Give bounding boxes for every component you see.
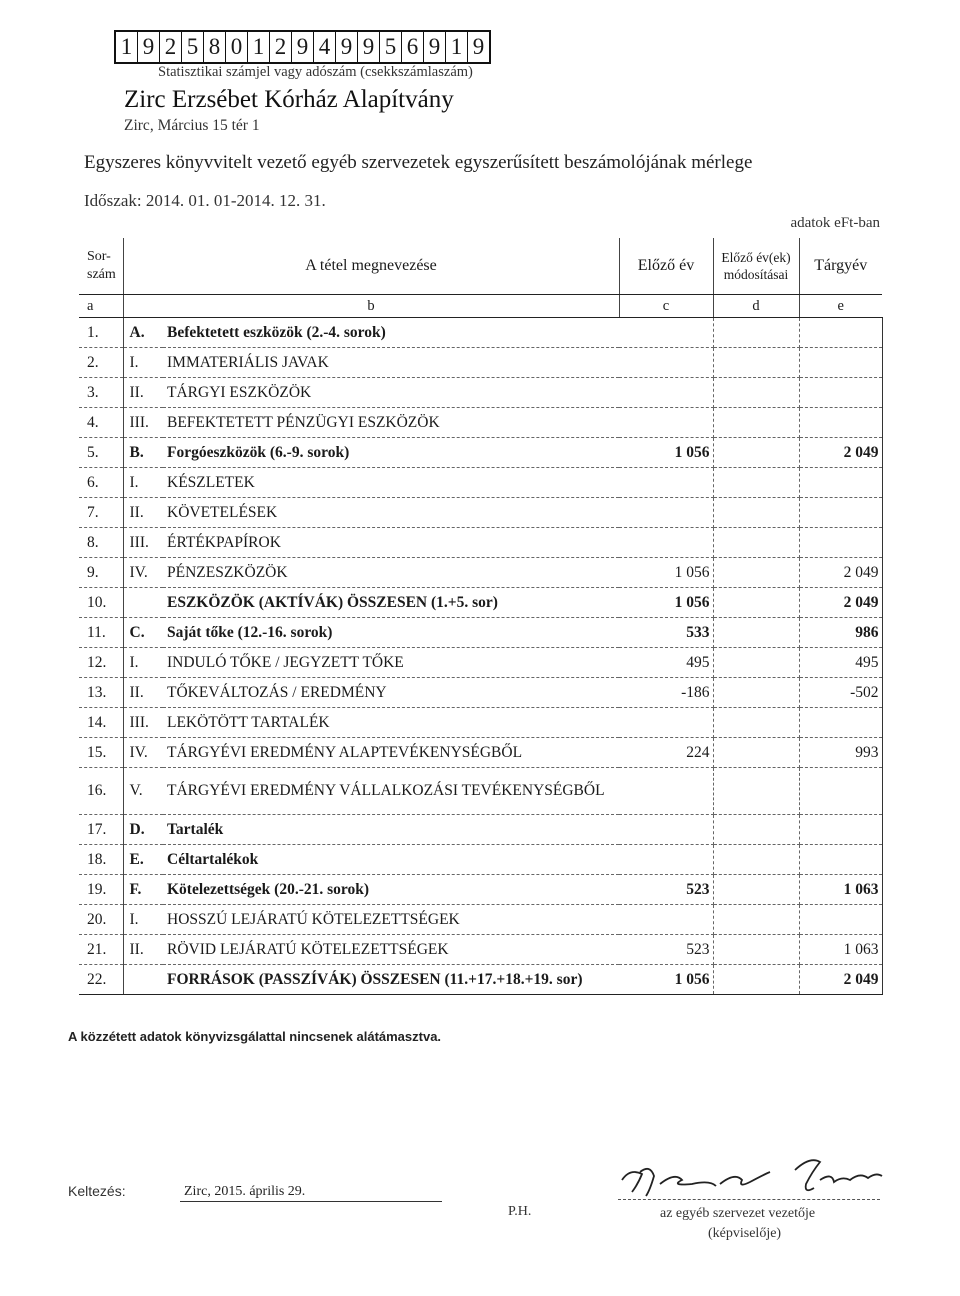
row-name: Kötelezettségek (20.-21. sorok) bbox=[163, 875, 619, 905]
letter-e: e bbox=[799, 295, 882, 318]
row-code: II. bbox=[123, 378, 163, 408]
row-prev-year bbox=[619, 708, 713, 738]
table-row bbox=[79, 498, 882, 528]
row-current-year: 1 063 bbox=[799, 935, 882, 965]
row-number: 13. bbox=[79, 678, 123, 708]
table-row bbox=[79, 678, 882, 708]
table-row bbox=[79, 708, 882, 738]
tax-digit: 9 bbox=[292, 32, 314, 62]
row-current-year bbox=[799, 528, 882, 558]
row-prev-mod bbox=[713, 935, 799, 965]
row-prev-mod bbox=[713, 678, 799, 708]
row-number: 19. bbox=[79, 875, 123, 905]
tax-digit: 1 bbox=[116, 32, 138, 62]
row-prev-mod bbox=[713, 318, 799, 348]
letter-a: a bbox=[79, 295, 123, 318]
row-current-year bbox=[799, 845, 882, 875]
row-number: 14. bbox=[79, 708, 123, 738]
table-row bbox=[79, 468, 882, 498]
period: Időszak: 2014. 01. 01-2014. 12. 31. bbox=[84, 191, 326, 210]
row-name: TŐKEVÁLTOZÁS / EREDMÉNY bbox=[163, 678, 619, 708]
date-underline bbox=[180, 1201, 442, 1202]
row-name: TÁRGYÉVI EREDMÉNY ALAPTEVÉKENYSÉGBŐL bbox=[163, 738, 619, 768]
row-name: Befektetett eszközök (2.-4. sorok) bbox=[163, 318, 619, 348]
handwritten-signature bbox=[620, 1150, 890, 1202]
row-prev-year bbox=[619, 905, 713, 935]
row-prev-year: 224 bbox=[619, 738, 713, 768]
row-current-year bbox=[799, 708, 882, 738]
row-prev-year: -186 bbox=[619, 678, 713, 708]
row-number: 16. bbox=[79, 768, 123, 815]
row-prev-mod bbox=[713, 965, 799, 995]
table-row bbox=[79, 875, 882, 905]
row-number: 17. bbox=[79, 815, 123, 845]
row-name: IMMATERIÁLIS JAVAK bbox=[163, 348, 619, 378]
row-prev-year: 495 bbox=[619, 648, 713, 678]
row-prev-year: 1 056 bbox=[619, 588, 713, 618]
row-code: B. bbox=[123, 438, 163, 468]
header-row-no: Sor-szám bbox=[79, 238, 123, 295]
row-current-year: 2 049 bbox=[799, 965, 882, 995]
row-prev-mod bbox=[713, 845, 799, 875]
row-current-year bbox=[799, 318, 882, 348]
table-row bbox=[79, 588, 882, 618]
row-number: 12. bbox=[79, 648, 123, 678]
row-name: RÖVID LEJÁRATÚ KÖTELEZETTSÉGEK bbox=[163, 935, 619, 965]
row-number: 22. bbox=[79, 965, 123, 995]
row-code: D. bbox=[123, 815, 163, 845]
row-prev-mod bbox=[713, 875, 799, 905]
tax-digit: 9 bbox=[358, 32, 380, 62]
row-prev-year bbox=[619, 498, 713, 528]
row-code: I. bbox=[123, 348, 163, 378]
row-name: Céltartalékok bbox=[163, 845, 619, 875]
tax-digit: 9 bbox=[138, 32, 160, 62]
signature-line bbox=[618, 1199, 880, 1200]
row-number: 5. bbox=[79, 438, 123, 468]
row-code: II. bbox=[123, 498, 163, 528]
row-prev-year bbox=[619, 408, 713, 438]
row-number: 18. bbox=[79, 845, 123, 875]
row-name: HOSSZÚ LEJÁRATÚ KÖTELEZETTSÉGEK bbox=[163, 905, 619, 935]
table-letter-row bbox=[79, 295, 882, 318]
audit-footnote: A közzétett adatok könyvizsgálattal nincsenek alátámasztva. bbox=[68, 1029, 442, 1044]
row-code: IV. bbox=[123, 738, 163, 768]
tax-digit: 2 bbox=[270, 32, 292, 62]
row-current-year bbox=[799, 905, 882, 935]
row-prev-mod bbox=[713, 648, 799, 678]
row-code: I. bbox=[123, 905, 163, 935]
row-prev-mod bbox=[713, 438, 799, 468]
row-code: E. bbox=[123, 845, 163, 875]
stamp-label: P.H. bbox=[508, 1204, 532, 1219]
row-prev-year bbox=[619, 528, 713, 558]
row-name: ESZKÖZÖK (AKTÍVÁK) ÖSSZESEN (1.+5. sor) bbox=[163, 588, 619, 618]
tax-digit: 1 bbox=[248, 32, 270, 62]
row-code: C. bbox=[123, 618, 163, 648]
tax-number-boxes bbox=[114, 30, 491, 64]
row-current-year: 986 bbox=[799, 618, 882, 648]
row-prev-mod bbox=[713, 498, 799, 528]
row-number: 3. bbox=[79, 378, 123, 408]
organization-name: Zirc Erzsébet Kórház Alapítvány bbox=[124, 86, 454, 113]
row-prev-year bbox=[619, 468, 713, 498]
row-current-year: 993 bbox=[799, 738, 882, 768]
table-row bbox=[79, 528, 882, 558]
date-label: Keltezés: bbox=[68, 1183, 126, 1199]
row-code: III. bbox=[123, 408, 163, 438]
row-name: Forgóeszközök (6.-9. sorok) bbox=[163, 438, 619, 468]
row-code: I. bbox=[123, 468, 163, 498]
row-number: 1. bbox=[79, 318, 123, 348]
header-prev-modifications: Előző év(ek) módosításai bbox=[713, 238, 799, 295]
row-current-year bbox=[799, 468, 882, 498]
row-current-year: 2 049 bbox=[799, 438, 882, 468]
row-code: II. bbox=[123, 935, 163, 965]
tax-number-caption: Statisztikai számjel vagy adószám (csekkszámlaszám) bbox=[158, 64, 473, 80]
table-row bbox=[79, 348, 882, 378]
row-current-year: 495 bbox=[799, 648, 882, 678]
table-row bbox=[79, 935, 882, 965]
row-number: 6. bbox=[79, 468, 123, 498]
row-prev-year bbox=[619, 348, 713, 378]
row-name: FORRÁSOK (PASSZÍVÁK) ÖSSZESEN (11.+17.+18.+19. sor) bbox=[163, 965, 619, 995]
row-prev-year bbox=[619, 815, 713, 845]
row-name: BEFEKTETETT PÉNZÜGYI ESZKÖZÖK bbox=[163, 408, 619, 438]
row-code: III. bbox=[123, 708, 163, 738]
row-code: A. bbox=[123, 318, 163, 348]
tax-digit: 9 bbox=[472, 34, 485, 59]
row-current-year: 1 063 bbox=[799, 875, 882, 905]
row-prev-year: 1 056 bbox=[619, 558, 713, 588]
table-row bbox=[79, 815, 882, 845]
table-row bbox=[79, 318, 882, 348]
row-code: V. bbox=[123, 768, 163, 815]
row-current-year bbox=[799, 768, 882, 815]
tax-digit: 8 bbox=[204, 32, 226, 62]
row-code: IV. bbox=[123, 558, 163, 588]
row-name: TÁRGYI ESZKÖZÖK bbox=[163, 378, 619, 408]
table-row bbox=[79, 845, 882, 875]
row-current-year bbox=[799, 378, 882, 408]
row-code: F. bbox=[123, 875, 163, 905]
row-prev-year: 523 bbox=[619, 935, 713, 965]
letter-d: d bbox=[713, 295, 799, 318]
tax-digit: 0 bbox=[226, 32, 248, 62]
row-prev-mod bbox=[713, 558, 799, 588]
row-number: 10. bbox=[79, 588, 123, 618]
balance-sheet-table bbox=[79, 238, 883, 995]
row-current-year bbox=[799, 348, 882, 378]
row-prev-mod bbox=[713, 618, 799, 648]
date-value: Zirc, 2015. április 29. bbox=[184, 1184, 306, 1199]
row-current-year: 2 049 bbox=[799, 558, 882, 588]
row-name: TÁRGYÉVI EREDMÉNY VÁLLALKOZÁSI TEVÉKENYSÉGBŐL bbox=[163, 768, 619, 815]
tax-digit: 9 bbox=[336, 32, 358, 62]
row-prev-year: 533 bbox=[619, 618, 713, 648]
row-name: LEKÖTÖTT TARTALÉK bbox=[163, 708, 619, 738]
row-current-year bbox=[799, 408, 882, 438]
row-prev-mod bbox=[713, 378, 799, 408]
unit-label: adatok eFt-ban bbox=[790, 215, 880, 231]
table-row bbox=[79, 378, 882, 408]
row-prev-mod bbox=[713, 768, 799, 815]
row-prev-mod bbox=[713, 468, 799, 498]
tax-digit: 6 bbox=[402, 32, 424, 62]
organization-address: Zirc, Március 15 tér 1 bbox=[124, 117, 260, 134]
row-number: 20. bbox=[79, 905, 123, 935]
row-prev-mod bbox=[713, 528, 799, 558]
row-name: Tartalék bbox=[163, 815, 619, 845]
table-row bbox=[79, 768, 882, 815]
row-prev-mod bbox=[713, 815, 799, 845]
row-number: 4. bbox=[79, 408, 123, 438]
row-number: 15. bbox=[79, 738, 123, 768]
row-prev-year: 1 056 bbox=[619, 965, 713, 995]
table-row bbox=[79, 438, 882, 468]
row-name: Saját tőke (12.-16. sorok) bbox=[163, 618, 619, 648]
row-prev-year bbox=[619, 318, 713, 348]
header-current-year: Tárgyév bbox=[799, 238, 882, 295]
row-code bbox=[123, 588, 163, 618]
row-name: KÖVETELÉSEK bbox=[163, 498, 619, 528]
row-name: PÉNZESZKÖZÖK bbox=[163, 558, 619, 588]
tax-digit: 1 bbox=[446, 32, 468, 62]
row-current-year bbox=[799, 498, 882, 528]
table-row bbox=[79, 905, 882, 935]
table-row bbox=[79, 558, 882, 588]
row-prev-year: 523 bbox=[619, 875, 713, 905]
row-prev-mod bbox=[713, 408, 799, 438]
tax-digit: 9 bbox=[424, 32, 446, 62]
row-name: INDULÓ TŐKE / JEGYZETT TŐKE bbox=[163, 648, 619, 678]
row-prev-mod bbox=[713, 348, 799, 378]
row-prev-mod bbox=[713, 905, 799, 935]
table-row bbox=[79, 738, 882, 768]
tax-digit: 2 bbox=[160, 32, 182, 62]
row-prev-year: 1 056 bbox=[619, 438, 713, 468]
table-row bbox=[79, 965, 882, 995]
row-prev-mod bbox=[713, 708, 799, 738]
header-prev-year: Előző év bbox=[619, 238, 713, 295]
row-name: KÉSZLETEK bbox=[163, 468, 619, 498]
tax-digit: 5 bbox=[380, 32, 402, 62]
signer-subtitle: (képviselője) bbox=[708, 1226, 782, 1241]
row-code: II. bbox=[123, 678, 163, 708]
row-code: III. bbox=[123, 528, 163, 558]
row-name: ÉRTÉKPAPÍROK bbox=[163, 528, 619, 558]
signer-title: az egyéb szervezet vezetője bbox=[660, 1206, 816, 1221]
row-number: 21. bbox=[79, 935, 123, 965]
letter-b: b bbox=[123, 295, 619, 318]
row-current-year: 2 049 bbox=[799, 588, 882, 618]
letter-c: c bbox=[619, 295, 713, 318]
row-current-year bbox=[799, 815, 882, 845]
document-title: Egyszeres könyvvitelt vezető egyéb szervezetek egyszerűsített beszámolójának mérlege bbox=[84, 152, 753, 173]
table-row bbox=[79, 648, 882, 678]
tax-digit: 4 bbox=[314, 32, 336, 62]
header-item-name: A tétel megnevezése bbox=[123, 238, 619, 295]
row-prev-mod bbox=[713, 588, 799, 618]
row-number: 9. bbox=[79, 558, 123, 588]
table-row bbox=[79, 408, 882, 438]
row-number: 11. bbox=[79, 618, 123, 648]
row-number: 8. bbox=[79, 528, 123, 558]
row-prev-year bbox=[619, 845, 713, 875]
table-row bbox=[79, 618, 882, 648]
row-code: I. bbox=[123, 648, 163, 678]
row-number: 2. bbox=[79, 348, 123, 378]
row-prev-year bbox=[619, 378, 713, 408]
row-prev-year bbox=[619, 768, 713, 815]
row-prev-mod bbox=[713, 738, 799, 768]
row-code bbox=[123, 965, 163, 995]
row-current-year: -502 bbox=[799, 678, 882, 708]
table-header-row bbox=[79, 238, 882, 295]
tax-digit: 5 bbox=[182, 32, 204, 62]
row-number: 7. bbox=[79, 498, 123, 528]
